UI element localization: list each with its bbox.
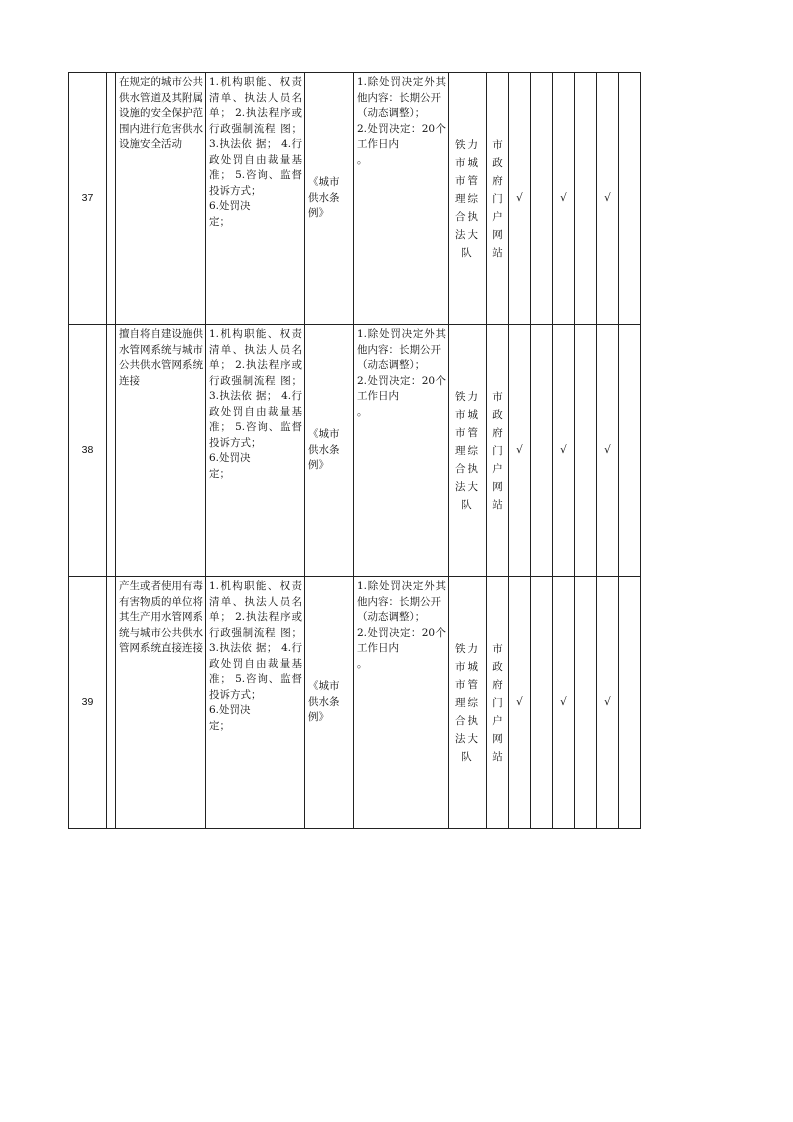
basis-cell <box>305 73 354 325</box>
time-text: 1.除处罚决定外其他内容：长期公开 （动态调整）； 2.处罚决定：20个工作日内 。 <box>357 328 446 418</box>
gap-cell <box>107 325 116 577</box>
check-cell: √ <box>597 73 619 325</box>
table-body <box>69 73 641 829</box>
item-cell <box>116 577 206 829</box>
check-cell: √ <box>553 577 575 829</box>
dept-cell <box>449 73 487 325</box>
row-number: 37 <box>69 73 107 325</box>
check-cell: √ <box>553 325 575 577</box>
channel-text: 市政府门户网站 <box>492 390 503 511</box>
check-cell: √ <box>597 325 619 577</box>
content-cell <box>206 577 305 829</box>
row-number: 38 <box>69 325 107 577</box>
basis-text: 《城市 供水条 例》 <box>308 680 340 724</box>
content-cell <box>206 73 305 325</box>
check-cell: √ <box>597 577 619 829</box>
check-cell <box>531 577 553 829</box>
check-cell: √ <box>509 325 531 577</box>
check-cell <box>531 73 553 325</box>
basis-cell <box>305 577 354 829</box>
check-cell <box>575 577 597 829</box>
content-text: 1.机构职能、权责清单、执法人员名单； 2.执法程序或行政强制流程 图； 3.执法依 据； 4.行政处罚自由裁量基准； 5.咨询、监督投诉方式； 6.处罚决 定； <box>209 328 302 480</box>
gap-cell <box>107 73 116 325</box>
content-text: 1.机构职能、权责清单、执法人员名单； 2.执法程序或行政强制流程 图； 3.执法依 据； 4.行政处罚自由裁量基准； 5.咨询、监督投诉方式； 6.处罚决 定； <box>209 580 302 732</box>
channel-text: 市政府门户网站 <box>492 138 503 259</box>
dept-cell <box>449 325 487 577</box>
basis-text: 《城市 供水条 例》 <box>308 176 340 220</box>
time-text: 1.除处罚决定外其他内容：长期公开 （动态调整）； 2.处罚决定：20个工作日内 。 <box>357 580 446 670</box>
time-text: 1.除处罚决定外其他内容：长期公开 （动态调整）； 2.处罚决定：20个工作日内 。 <box>357 76 446 166</box>
check-cell: √ <box>509 577 531 829</box>
check-cell <box>619 73 641 325</box>
check-cell <box>575 73 597 325</box>
dept-text: 铁力市城市管理综合执法大队 <box>455 390 480 511</box>
item-text: 产生或者使用有毒有害物质的单位将其生产用水管网系统与城市公共供水管网系统直接连接 <box>119 580 203 654</box>
dept-text: 铁力市城市管理综合执法大队 <box>455 138 480 259</box>
table-row <box>69 577 641 829</box>
gap-cell <box>107 577 116 829</box>
table-row <box>69 325 641 577</box>
dept-text: 铁力市城市管理综合执法大队 <box>455 642 480 763</box>
item-cell <box>116 325 206 577</box>
channel-cell <box>487 325 509 577</box>
time-cell <box>354 325 449 577</box>
channel-cell <box>487 577 509 829</box>
channel-cell <box>487 73 509 325</box>
basis-cell <box>305 325 354 577</box>
row-number: 39 <box>69 577 107 829</box>
disclosure-table <box>68 72 641 829</box>
basis-text: 《城市 供水条 例》 <box>308 428 340 472</box>
time-cell <box>354 73 449 325</box>
check-cell: √ <box>553 73 575 325</box>
time-cell <box>354 577 449 829</box>
check-cell <box>619 325 641 577</box>
content-cell <box>206 325 305 577</box>
item-text: 在规定的城市公共供水管道及其附属设施的安全保护范围内进行危害供水设施安全活动 <box>119 76 203 150</box>
item-text: 擅自将自建设施供水管网系统与城市公共供水管网系统连接 <box>119 328 203 387</box>
content-text: 1.机构职能、权责清单、执法人员名单； 2.执法程序或行政强制流程 图； 3.执法依 据； 4.行政处罚自由裁量基准； 5.咨询、监督投诉方式； 6.处罚决 定； <box>209 76 302 228</box>
channel-text: 市政府门户网站 <box>492 642 503 763</box>
check-cell <box>531 325 553 577</box>
dept-cell <box>449 577 487 829</box>
check-cell: √ <box>509 73 531 325</box>
check-cell <box>619 577 641 829</box>
item-cell <box>116 73 206 325</box>
table-row <box>69 73 641 325</box>
check-cell <box>575 325 597 577</box>
